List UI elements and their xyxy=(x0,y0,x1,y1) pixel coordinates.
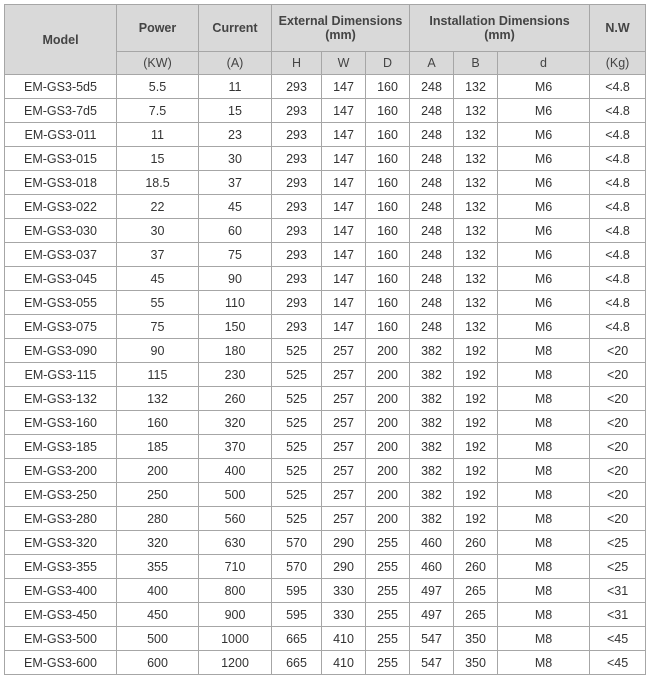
current-cell: 23 xyxy=(199,123,272,147)
d-small-cell: M6 xyxy=(498,243,590,267)
current-cell: 900 xyxy=(199,603,272,627)
model-cell: EM-GS3-015 xyxy=(5,147,117,171)
current-cell: 75 xyxy=(199,243,272,267)
d-cell: 255 xyxy=(366,531,410,555)
table-row xyxy=(5,507,646,531)
current-cell: 150 xyxy=(199,315,272,339)
power-cell: 15 xyxy=(117,147,199,171)
a-cell: 497 xyxy=(410,579,454,603)
current-cell: 320 xyxy=(199,411,272,435)
table-row xyxy=(5,387,646,411)
h-cell: 293 xyxy=(272,291,322,315)
current-cell: 110 xyxy=(199,291,272,315)
nw-cell: <4.8 xyxy=(590,267,646,291)
model-cell: EM-GS3-055 xyxy=(5,291,117,315)
power-cell: 320 xyxy=(117,531,199,555)
w-cell: 147 xyxy=(322,123,366,147)
d-small-cell: M6 xyxy=(498,315,590,339)
h-cell: 525 xyxy=(272,459,322,483)
d-small-cell: M8 xyxy=(498,651,590,675)
d-cell: 160 xyxy=(366,315,410,339)
external-dimensions-title: External Dimensions xyxy=(278,14,403,28)
table-row xyxy=(5,579,646,603)
nw-unit-header: (Kg) xyxy=(590,52,646,75)
model-cell: EM-GS3-160 xyxy=(5,411,117,435)
h-cell: 293 xyxy=(272,267,322,291)
table-row xyxy=(5,315,646,339)
power-cell: 115 xyxy=(117,363,199,387)
h-cell: 293 xyxy=(272,147,322,171)
power-cell: 200 xyxy=(117,459,199,483)
model-cell: EM-GS3-045 xyxy=(5,267,117,291)
d-cell: 160 xyxy=(366,147,410,171)
h-cell: 293 xyxy=(272,123,322,147)
a-cell: 248 xyxy=(410,147,454,171)
power-cell: 18.5 xyxy=(117,171,199,195)
nw-cell: <4.8 xyxy=(590,291,646,315)
w-cell: 257 xyxy=(322,507,366,531)
w-cell: 147 xyxy=(322,75,366,99)
model-cell: EM-GS3-5d5 xyxy=(5,75,117,99)
d-cell: 200 xyxy=(366,363,410,387)
a-cell: 382 xyxy=(410,387,454,411)
current-header: Current xyxy=(199,5,272,52)
w-cell: 257 xyxy=(322,387,366,411)
w-cell: 147 xyxy=(322,147,366,171)
power-cell: 355 xyxy=(117,555,199,579)
h-cell: 293 xyxy=(272,195,322,219)
w-cell: 147 xyxy=(322,99,366,123)
b-cell: 192 xyxy=(454,435,498,459)
power-cell: 500 xyxy=(117,627,199,651)
b-cell: 192 xyxy=(454,387,498,411)
model-cell: EM-GS3-185 xyxy=(5,435,117,459)
a-cell: 382 xyxy=(410,507,454,531)
nw-cell: <4.8 xyxy=(590,195,646,219)
w-cell: 257 xyxy=(322,435,366,459)
d-small-cell: M8 xyxy=(498,579,590,603)
d-cell: 255 xyxy=(366,627,410,651)
installation-dimensions-title: Installation Dimensions xyxy=(429,14,570,28)
b-cell: 350 xyxy=(454,651,498,675)
model-cell: EM-GS3-200 xyxy=(5,459,117,483)
a-cell: 248 xyxy=(410,171,454,195)
d-cell: 200 xyxy=(366,459,410,483)
current-cell: 230 xyxy=(199,363,272,387)
a-cell: 547 xyxy=(410,627,454,651)
table-row xyxy=(5,627,646,651)
table-row xyxy=(5,219,646,243)
d-small-cell: M8 xyxy=(498,435,590,459)
h-cell: 293 xyxy=(272,243,322,267)
model-cell: EM-GS3-7d5 xyxy=(5,99,117,123)
current-cell: 11 xyxy=(199,75,272,99)
table-row xyxy=(5,195,646,219)
power-cell: 75 xyxy=(117,315,199,339)
a-cell: 248 xyxy=(410,195,454,219)
current-cell: 630 xyxy=(199,531,272,555)
d-small-cell: M6 xyxy=(498,99,590,123)
d-cell: 255 xyxy=(366,579,410,603)
a-cell: 497 xyxy=(410,603,454,627)
w-cell: 257 xyxy=(322,459,366,483)
current-cell: 45 xyxy=(199,195,272,219)
model-cell: EM-GS3-022 xyxy=(5,195,117,219)
h-cell: 595 xyxy=(272,579,322,603)
model-cell: EM-GS3-018 xyxy=(5,171,117,195)
nw-cell: <4.8 xyxy=(590,243,646,267)
h-cell: 665 xyxy=(272,651,322,675)
w-cell: 330 xyxy=(322,579,366,603)
b-cell: 265 xyxy=(454,603,498,627)
current-cell: 370 xyxy=(199,435,272,459)
w-cell: 257 xyxy=(322,339,366,363)
d-small-cell: M8 xyxy=(498,531,590,555)
model-cell: EM-GS3-600 xyxy=(5,651,117,675)
power-cell: 7.5 xyxy=(117,99,199,123)
b-cell: 132 xyxy=(454,315,498,339)
d-cell: 255 xyxy=(366,651,410,675)
b-cell: 265 xyxy=(454,579,498,603)
nw-cell: <20 xyxy=(590,339,646,363)
nw-cell: <45 xyxy=(590,627,646,651)
d-small-cell: M8 xyxy=(498,387,590,411)
model-cell: EM-GS3-400 xyxy=(5,579,117,603)
d-small-header: d xyxy=(498,52,590,75)
w-cell: 147 xyxy=(322,291,366,315)
h-cell: 525 xyxy=(272,483,322,507)
power-cell: 250 xyxy=(117,483,199,507)
power-cell: 45 xyxy=(117,267,199,291)
h-cell: 293 xyxy=(272,171,322,195)
d-cell: 160 xyxy=(366,195,410,219)
table-header xyxy=(5,5,646,75)
table-body xyxy=(5,75,646,675)
d-cell: 200 xyxy=(366,507,410,531)
a-header: A xyxy=(410,52,454,75)
b-cell: 132 xyxy=(454,75,498,99)
model-cell: EM-GS3-250 xyxy=(5,483,117,507)
nw-cell: <31 xyxy=(590,579,646,603)
table-row xyxy=(5,603,646,627)
nw-cell: <4.8 xyxy=(590,171,646,195)
w-cell: 410 xyxy=(322,651,366,675)
table-row xyxy=(5,291,646,315)
nw-cell: <20 xyxy=(590,387,646,411)
nw-cell: <20 xyxy=(590,459,646,483)
d-small-cell: M6 xyxy=(498,75,590,99)
nw-cell: <4.8 xyxy=(590,147,646,171)
a-cell: 460 xyxy=(410,531,454,555)
b-cell: 192 xyxy=(454,507,498,531)
current-cell: 560 xyxy=(199,507,272,531)
a-cell: 248 xyxy=(410,291,454,315)
power-cell: 185 xyxy=(117,435,199,459)
b-cell: 132 xyxy=(454,171,498,195)
d-cell: 160 xyxy=(366,219,410,243)
d-cell: 200 xyxy=(366,339,410,363)
w-cell: 290 xyxy=(322,555,366,579)
current-cell: 400 xyxy=(199,459,272,483)
table-row xyxy=(5,99,646,123)
b-cell: 192 xyxy=(454,459,498,483)
b-cell: 192 xyxy=(454,483,498,507)
d-cell: 160 xyxy=(366,267,410,291)
a-cell: 248 xyxy=(410,267,454,291)
power-unit-header: (KW) xyxy=(117,52,199,75)
d-small-cell: M6 xyxy=(498,123,590,147)
a-cell: 248 xyxy=(410,243,454,267)
current-cell: 1000 xyxy=(199,627,272,651)
d-header: D xyxy=(366,52,410,75)
w-cell: 147 xyxy=(322,315,366,339)
current-cell: 90 xyxy=(199,267,272,291)
h-cell: 525 xyxy=(272,363,322,387)
b-cell: 132 xyxy=(454,147,498,171)
table-row xyxy=(5,531,646,555)
h-cell: 293 xyxy=(272,75,322,99)
w-cell: 410 xyxy=(322,627,366,651)
d-small-cell: M8 xyxy=(498,483,590,507)
b-cell: 132 xyxy=(454,123,498,147)
a-cell: 248 xyxy=(410,219,454,243)
model-cell: EM-GS3-090 xyxy=(5,339,117,363)
current-cell: 37 xyxy=(199,171,272,195)
a-cell: 248 xyxy=(410,123,454,147)
h-cell: 525 xyxy=(272,387,322,411)
nw-cell: <4.8 xyxy=(590,315,646,339)
table-row xyxy=(5,75,646,99)
nw-cell: <4.8 xyxy=(590,123,646,147)
d-small-cell: M6 xyxy=(498,171,590,195)
current-cell: 260 xyxy=(199,387,272,411)
table-row xyxy=(5,435,646,459)
a-cell: 382 xyxy=(410,411,454,435)
nw-cell: <4.8 xyxy=(590,99,646,123)
power-cell: 55 xyxy=(117,291,199,315)
w-cell: 147 xyxy=(322,195,366,219)
power-cell: 30 xyxy=(117,219,199,243)
b-cell: 192 xyxy=(454,411,498,435)
d-cell: 160 xyxy=(366,75,410,99)
w-cell: 147 xyxy=(322,267,366,291)
b-cell: 132 xyxy=(454,219,498,243)
current-cell: 500 xyxy=(199,483,272,507)
model-cell: EM-GS3-450 xyxy=(5,603,117,627)
h-cell: 293 xyxy=(272,315,322,339)
d-small-cell: M8 xyxy=(498,627,590,651)
d-small-cell: M8 xyxy=(498,411,590,435)
d-cell: 200 xyxy=(366,483,410,507)
current-cell: 180 xyxy=(199,339,272,363)
b-cell: 132 xyxy=(454,267,498,291)
d-cell: 200 xyxy=(366,411,410,435)
b-cell: 132 xyxy=(454,195,498,219)
w-cell: 147 xyxy=(322,171,366,195)
nw-cell: <4.8 xyxy=(590,219,646,243)
nw-cell: <20 xyxy=(590,411,646,435)
nw-cell: <20 xyxy=(590,363,646,387)
d-small-cell: M8 xyxy=(498,459,590,483)
b-cell: 260 xyxy=(454,531,498,555)
w-cell: 147 xyxy=(322,243,366,267)
table-row xyxy=(5,651,646,675)
b-cell: 260 xyxy=(454,555,498,579)
h-cell: 525 xyxy=(272,339,322,363)
a-cell: 382 xyxy=(410,483,454,507)
nw-cell: <4.8 xyxy=(590,75,646,99)
h-cell: 665 xyxy=(272,627,322,651)
b-cell: 350 xyxy=(454,627,498,651)
d-small-cell: M6 xyxy=(498,267,590,291)
d-small-cell: M6 xyxy=(498,195,590,219)
w-cell: 147 xyxy=(322,219,366,243)
power-cell: 5.5 xyxy=(117,75,199,99)
external-dimensions-header xyxy=(272,5,410,52)
table-row xyxy=(5,243,646,267)
w-cell: 257 xyxy=(322,363,366,387)
a-cell: 460 xyxy=(410,555,454,579)
table-row xyxy=(5,123,646,147)
b-cell: 132 xyxy=(454,291,498,315)
d-small-cell: M8 xyxy=(498,603,590,627)
power-cell: 22 xyxy=(117,195,199,219)
power-cell: 132 xyxy=(117,387,199,411)
h-cell: 570 xyxy=(272,555,322,579)
h-header: H xyxy=(272,52,322,75)
specs-table xyxy=(4,4,646,675)
d-small-cell: M8 xyxy=(498,507,590,531)
model-cell: EM-GS3-037 xyxy=(5,243,117,267)
d-cell: 160 xyxy=(366,291,410,315)
model-cell: EM-GS3-030 xyxy=(5,219,117,243)
external-dimensions-unit: (mm) xyxy=(325,28,356,42)
model-header: Model xyxy=(5,5,117,75)
model-cell: EM-GS3-075 xyxy=(5,315,117,339)
w-header: W xyxy=(322,52,366,75)
current-cell: 60 xyxy=(199,219,272,243)
current-cell: 1200 xyxy=(199,651,272,675)
table-row xyxy=(5,483,646,507)
table-row xyxy=(5,171,646,195)
table-row xyxy=(5,411,646,435)
d-cell: 160 xyxy=(366,171,410,195)
current-unit-header: (A) xyxy=(199,52,272,75)
a-cell: 382 xyxy=(410,363,454,387)
a-cell: 547 xyxy=(410,651,454,675)
installation-dimensions-header xyxy=(410,5,590,52)
d-cell: 200 xyxy=(366,387,410,411)
d-small-cell: M6 xyxy=(498,219,590,243)
b-cell: 132 xyxy=(454,243,498,267)
h-cell: 525 xyxy=(272,435,322,459)
b-cell: 192 xyxy=(454,339,498,363)
table-row xyxy=(5,363,646,387)
w-cell: 290 xyxy=(322,531,366,555)
d-cell: 200 xyxy=(366,435,410,459)
power-header: Power xyxy=(117,5,199,52)
a-cell: 248 xyxy=(410,99,454,123)
d-small-cell: M8 xyxy=(498,363,590,387)
w-cell: 257 xyxy=(322,411,366,435)
b-cell: 192 xyxy=(454,363,498,387)
model-cell: EM-GS3-011 xyxy=(5,123,117,147)
h-cell: 595 xyxy=(272,603,322,627)
d-small-cell: M6 xyxy=(498,291,590,315)
model-cell: EM-GS3-355 xyxy=(5,555,117,579)
power-cell: 450 xyxy=(117,603,199,627)
current-cell: 710 xyxy=(199,555,272,579)
model-cell: EM-GS3-132 xyxy=(5,387,117,411)
nw-cell: <20 xyxy=(590,507,646,531)
h-cell: 293 xyxy=(272,99,322,123)
a-cell: 248 xyxy=(410,75,454,99)
b-cell: 132 xyxy=(454,99,498,123)
d-cell: 160 xyxy=(366,99,410,123)
model-cell: EM-GS3-280 xyxy=(5,507,117,531)
current-cell: 30 xyxy=(199,147,272,171)
table-row xyxy=(5,267,646,291)
d-cell: 160 xyxy=(366,243,410,267)
w-cell: 257 xyxy=(322,483,366,507)
nw-cell: <20 xyxy=(590,483,646,507)
power-cell: 90 xyxy=(117,339,199,363)
d-cell: 160 xyxy=(366,123,410,147)
nw-cell: <20 xyxy=(590,435,646,459)
power-cell: 280 xyxy=(117,507,199,531)
current-cell: 15 xyxy=(199,99,272,123)
power-cell: 160 xyxy=(117,411,199,435)
a-cell: 248 xyxy=(410,315,454,339)
h-cell: 293 xyxy=(272,219,322,243)
model-cell: EM-GS3-500 xyxy=(5,627,117,651)
d-small-cell: M8 xyxy=(498,339,590,363)
nw-cell: <25 xyxy=(590,531,646,555)
power-cell: 11 xyxy=(117,123,199,147)
d-cell: 255 xyxy=(366,555,410,579)
nw-cell: <25 xyxy=(590,555,646,579)
d-cell: 255 xyxy=(366,603,410,627)
power-cell: 400 xyxy=(117,579,199,603)
current-cell: 800 xyxy=(199,579,272,603)
nw-cell: <31 xyxy=(590,603,646,627)
a-cell: 382 xyxy=(410,459,454,483)
d-small-cell: M6 xyxy=(498,147,590,171)
table-row xyxy=(5,339,646,363)
model-cell: EM-GS3-115 xyxy=(5,363,117,387)
w-cell: 330 xyxy=(322,603,366,627)
table-row xyxy=(5,459,646,483)
a-cell: 382 xyxy=(410,435,454,459)
table-row xyxy=(5,147,646,171)
nw-cell: <45 xyxy=(590,651,646,675)
model-cell: EM-GS3-320 xyxy=(5,531,117,555)
h-cell: 525 xyxy=(272,507,322,531)
h-cell: 525 xyxy=(272,411,322,435)
b-header: B xyxy=(454,52,498,75)
power-cell: 600 xyxy=(117,651,199,675)
h-cell: 570 xyxy=(272,531,322,555)
d-small-cell: M8 xyxy=(498,555,590,579)
installation-dimensions-unit: (mm) xyxy=(484,28,515,42)
nw-header: N.W xyxy=(590,5,646,52)
power-cell: 37 xyxy=(117,243,199,267)
a-cell: 382 xyxy=(410,339,454,363)
table-row xyxy=(5,555,646,579)
